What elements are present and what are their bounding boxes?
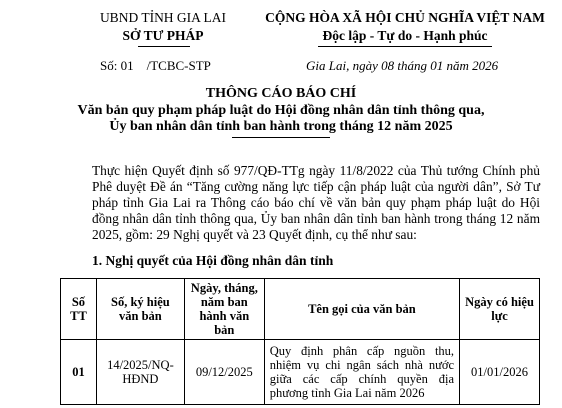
table-row <box>61 340 540 405</box>
national-motto: Độc lập - Tự do - Hạnh phúc <box>322 28 488 43</box>
document-subtitle-line2: Ủy ban nhân dân tỉnh ban hành trong tháng 12 năm 2025 <box>109 119 453 134</box>
col-header-name: Tên gọi của văn bản <box>264 279 459 340</box>
motto-underline <box>318 46 492 47</box>
col-header-no: Số TT <box>61 279 97 340</box>
document-title: THÔNG CÁO BÁO CHÍ <box>205 86 357 101</box>
document-date: Gia Lai, ngày 08 tháng 01 năm 2026 <box>306 58 499 73</box>
col-header-effective: Ngày có hiệu lực <box>460 279 540 340</box>
row-date: 09/12/2025 <box>184 340 264 405</box>
col-header-code: Số, ký hiệu văn bản <box>96 279 184 340</box>
intro-paragraph <box>92 163 540 243</box>
document-subtitle-line1: Văn bản quy phạm pháp luật do Hội đồng nhân dân tỉnh thông qua, <box>77 103 485 118</box>
resolutions-table <box>60 278 540 405</box>
row-name: Quy định phân cấp nguồn thu, nhiệm vụ chi ngân sách nhà nước giữa các cấp chính quyền địa phương tỉnh Gia Lai năm 2026 <box>264 340 459 405</box>
title-underline <box>232 137 330 138</box>
org-underline <box>138 46 190 47</box>
col-header-date: Ngày, tháng, năm ban hành văn bản <box>184 279 264 340</box>
row-no: 01 <box>61 340 97 405</box>
section-heading: 1. Nghị quyết của Hội đồng nhân dân tỉnh <box>92 253 334 268</box>
row-code: 14/2025/NQ-HĐND <box>96 340 184 405</box>
national-title: CỘNG HÒA XÃ HỘI CHỦ NGHĨA VIỆT NAM <box>265 10 545 25</box>
intro-text: Thực hiện Quyết định số 977/QĐ-TTg ngày 11/8/2022 của Thủ tướng Chính phủ Phê duyệt Đề án “Tăng cường năng lực tiếp cận pháp luật của người dân”, Sở Tư pháp tỉnh Gia Lai ra Thông cáo báo chí về văn bản quy phạm pháp luật do Hội đồng nhân dân tỉnh thông qua, Ủy ban nhân dân tỉnh ban hành trong tháng 12 năm 2025, gồm: 29 Nghị quyết và 23 Quyết định, cụ thể như sau: <box>92 163 540 242</box>
row-effective: 01/01/2026 <box>460 340 540 405</box>
org-name-line1: UBND TỈNH GIA LAI <box>99 10 227 25</box>
org-name-line2: SỞ TƯ PHÁP <box>122 28 204 43</box>
document-number: Số: 01 /TCBC-STP <box>100 58 211 73</box>
table-header-row <box>61 279 540 340</box>
